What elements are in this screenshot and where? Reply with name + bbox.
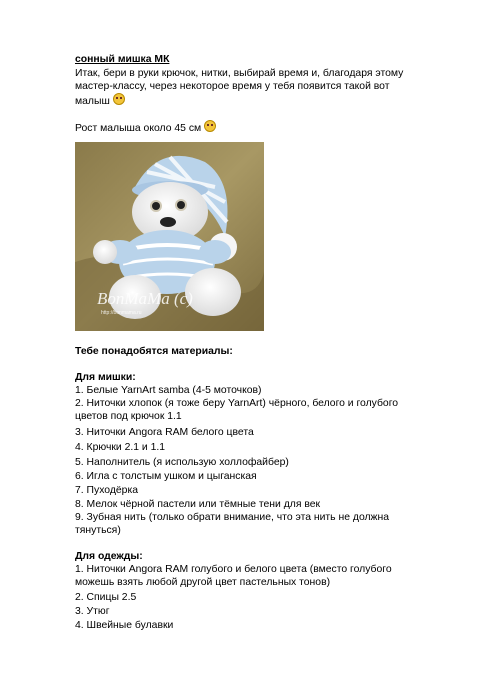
- photo-watermark-url: http://bonmama.ru: [101, 310, 142, 316]
- clothes-item: 4. Швейные булавки: [75, 620, 174, 631]
- bear-item: 1. Белые YarnArt samba (4-5 моточков): [75, 385, 262, 396]
- intro-line-2: мастер-классу, через некоторое время у тебя появится такой вот: [75, 81, 390, 92]
- height-line: Рост малыша около 45 см: [75, 123, 202, 134]
- bear-item: 7. Пуходёрка: [75, 485, 139, 496]
- intro-line-3: малыш: [75, 96, 110, 107]
- intro-line-3-wrap: [75, 93, 125, 108]
- clothes-item: можешь взять любой другой цвет пастельных тонов): [75, 577, 331, 588]
- bear-item: 3. Ниточки Angora RAM белого цвета: [75, 427, 254, 438]
- clothes-item: 1. Ниточки Angora RAM голубого и белого цвета (вместо голубого: [75, 564, 392, 575]
- bear-item: 6. Игла с толстым ушком и цыганская: [75, 471, 257, 482]
- clothes-item: 2. Спицы 2.5: [75, 592, 137, 603]
- height-line-wrap: [75, 120, 216, 135]
- bear-item: тянуться): [75, 525, 121, 536]
- document-title: сонный мишка МК: [75, 54, 170, 65]
- smiley-icon: [113, 93, 125, 105]
- bear-item: 8. Мелок чёрной пастели или тёмные тени для век: [75, 499, 321, 510]
- bear-item: цветов под крючок 1.1: [75, 411, 182, 422]
- teddy-bear-photo: [75, 142, 264, 331]
- intro-line-1: Итак, бери в руки крючок, нитки, выбирай время и, благодаря этому: [75, 68, 404, 79]
- bear-item: 2. Ниточки хлопок (я тоже беру YarnArt) чёрного, белого и голубого: [75, 398, 399, 409]
- clothes-item: 3. Утюг: [75, 606, 110, 617]
- smiley-icon: [204, 120, 216, 132]
- bear-item: 4. Крючки 2.1 и 1.1: [75, 442, 166, 453]
- bear-item: 5. Наполнитель (я использую холлофайбер): [75, 457, 289, 468]
- materials-heading: Тебе понадобятся материалы:: [75, 346, 233, 357]
- photo-watermark: BonMaMa (c): [97, 289, 193, 308]
- bear-item: 9. Зубная нить (только обрати внимание, что эта нить не должна: [75, 512, 390, 523]
- clothes-heading: Для одежды:: [75, 551, 143, 562]
- bear-heading: Для мишки:: [75, 372, 136, 383]
